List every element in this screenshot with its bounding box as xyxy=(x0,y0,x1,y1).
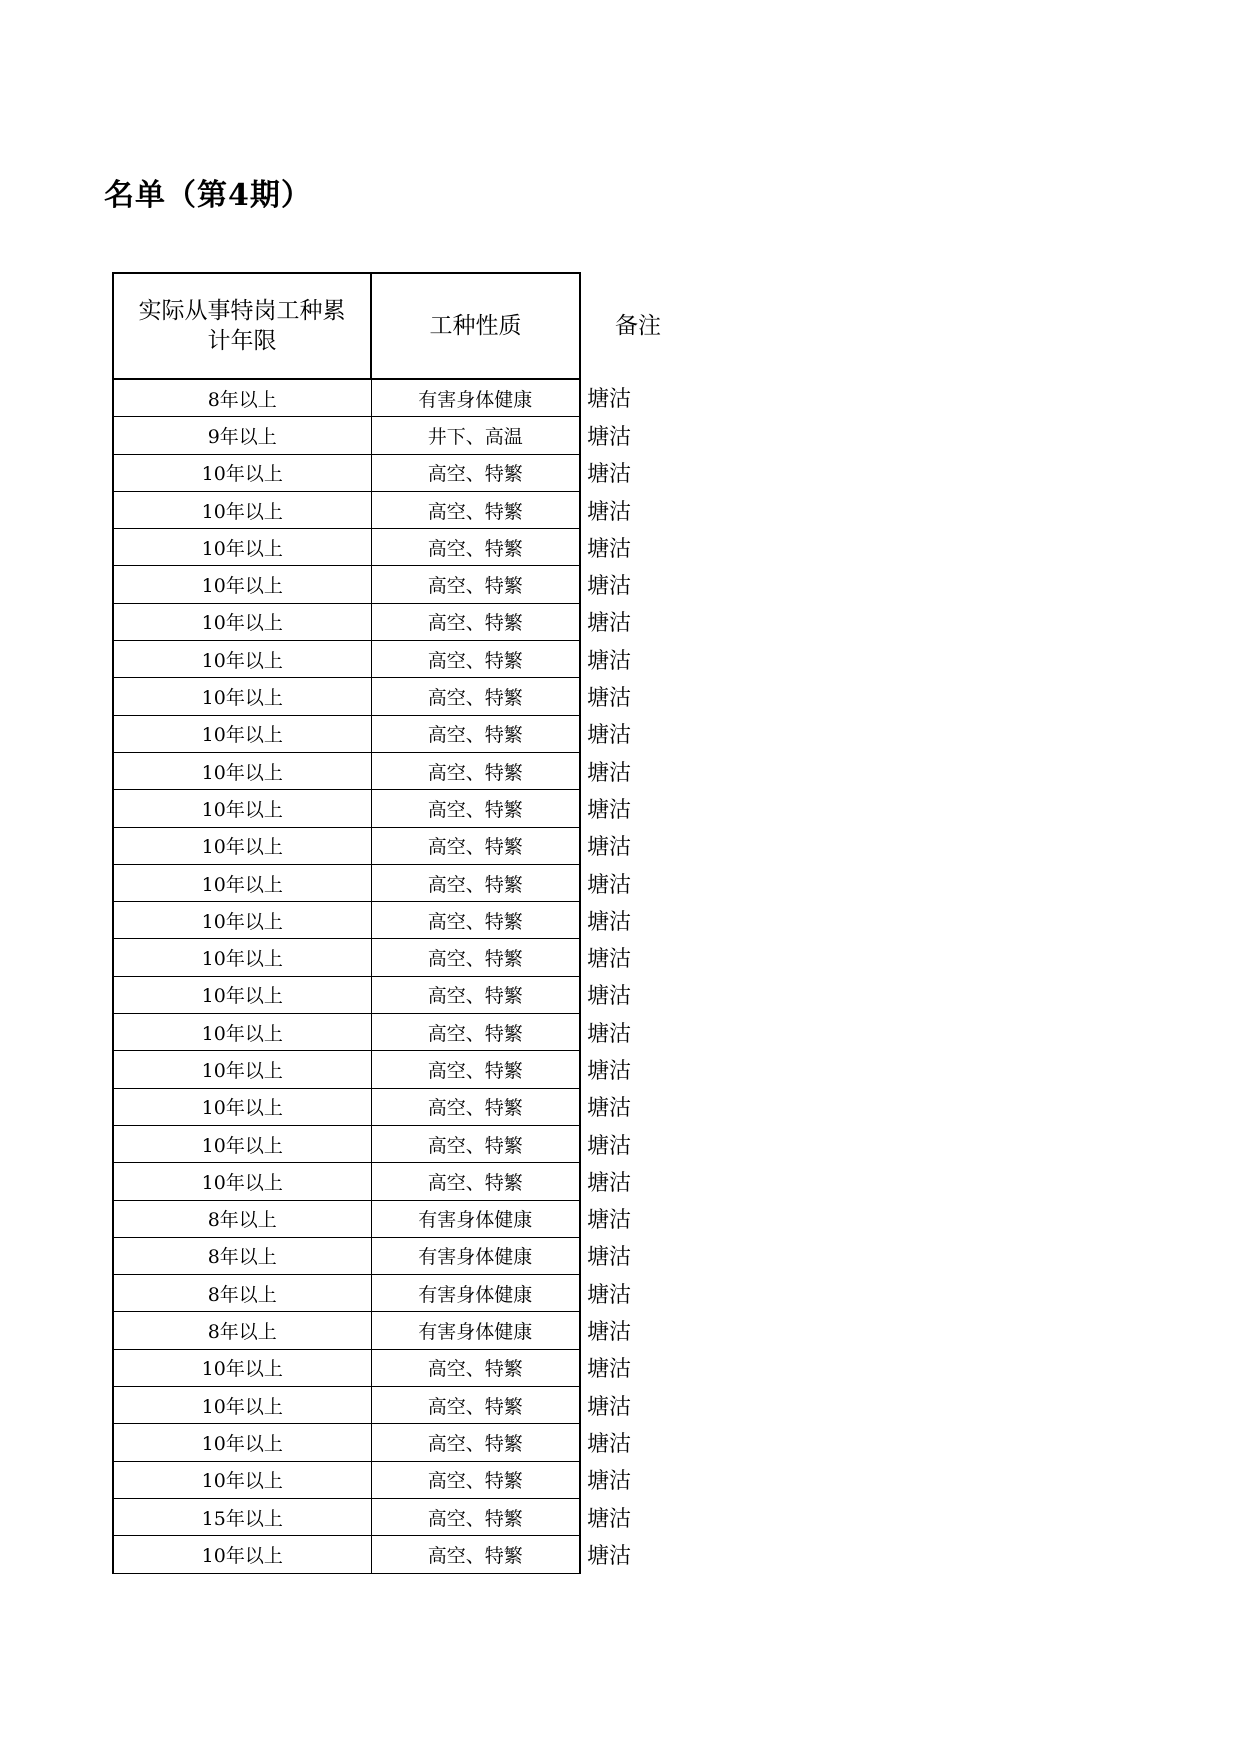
cell-remark: 塘沽 xyxy=(587,424,632,450)
cell-remark: 塘沽 xyxy=(587,574,632,600)
cell-remark: 塘沽 xyxy=(587,1245,632,1271)
table-row xyxy=(113,1088,690,1125)
page-title: 名单（第4期） xyxy=(104,178,312,213)
cell-nature: 高空、特繁 xyxy=(371,715,580,752)
cell-years: 8年以上 xyxy=(113,1275,371,1312)
cell-years: 10年以上 xyxy=(113,939,371,976)
table-row xyxy=(113,1125,690,1162)
cell-nature: 高空、特繁 xyxy=(371,1014,580,1051)
cell-remark: 塘沽 xyxy=(587,760,632,786)
cell-nature: 高空、特繁 xyxy=(371,641,580,678)
cell-years: 10年以上 xyxy=(113,790,371,827)
cell-years: 10年以上 xyxy=(113,1461,371,1498)
cell-remark: 塘沽 xyxy=(587,947,632,973)
cell-nature: 高空、特繁 xyxy=(371,1498,580,1535)
cell-remark: 塘沽 xyxy=(587,984,632,1010)
cell-nature: 高空、特繁 xyxy=(371,1125,580,1162)
table-row xyxy=(113,864,690,901)
cell-remark: 塘沽 xyxy=(587,686,632,712)
cell-nature: 高空、特繁 xyxy=(371,864,580,901)
cell-years: 10年以上 xyxy=(113,976,371,1013)
cell-nature: 高空、特繁 xyxy=(371,678,580,715)
cell-nature: 高空、特繁 xyxy=(371,1088,580,1125)
cell-remark: 塘沽 xyxy=(587,1394,632,1420)
cell-nature: 有害身体健康 xyxy=(371,1200,580,1237)
table-row xyxy=(113,1424,690,1461)
table-row xyxy=(113,379,690,417)
cell-years: 8年以上 xyxy=(113,1312,371,1349)
header-remark: 备注 xyxy=(615,313,661,339)
cell-nature: 高空、特繁 xyxy=(371,1424,580,1461)
cell-nature: 高空、特繁 xyxy=(371,491,580,528)
cell-nature: 高空、特繁 xyxy=(371,1163,580,1200)
cell-nature: 高空、特繁 xyxy=(371,827,580,864)
cell-years: 10年以上 xyxy=(113,1125,371,1162)
cell-nature: 高空、特繁 xyxy=(371,1349,580,1386)
cell-remark: 塘沽 xyxy=(587,872,632,898)
cell-years: 10年以上 xyxy=(113,566,371,603)
table-row xyxy=(113,603,690,640)
cell-nature: 有害身体健康 xyxy=(371,1275,580,1312)
cell-remark: 塘沽 xyxy=(587,536,632,562)
cell-remark: 塘沽 xyxy=(587,1021,632,1047)
cell-nature: 高空、特繁 xyxy=(371,790,580,827)
cell-remark: 塘沽 xyxy=(587,499,632,525)
cell-years: 8年以上 xyxy=(113,1237,371,1274)
cell-years: 10年以上 xyxy=(113,1536,371,1573)
cell-nature: 高空、特繁 xyxy=(371,1387,580,1424)
table-row xyxy=(113,827,690,864)
table-row xyxy=(113,976,690,1013)
cell-remark: 塘沽 xyxy=(587,387,632,413)
cell-years: 10年以上 xyxy=(113,641,371,678)
cell-years: 10年以上 xyxy=(113,529,371,566)
cell-years: 10年以上 xyxy=(113,902,371,939)
cell-years: 10年以上 xyxy=(113,491,371,528)
header-years-line2: 计年限 xyxy=(207,328,277,354)
table-row xyxy=(113,1349,690,1386)
cell-years: 10年以上 xyxy=(113,715,371,752)
table-row xyxy=(113,1498,690,1535)
cell-years: 10年以上 xyxy=(113,1349,371,1386)
cell-remark: 塘沽 xyxy=(587,1096,632,1122)
table-row xyxy=(113,1312,690,1349)
roster-table xyxy=(112,272,691,1574)
table-row xyxy=(113,1275,690,1312)
cell-years: 8年以上 xyxy=(113,1200,371,1237)
cell-nature: 高空、特繁 xyxy=(371,1536,580,1573)
table-row xyxy=(113,939,690,976)
table-row xyxy=(113,417,690,454)
cell-years: 10年以上 xyxy=(113,603,371,640)
cell-years: 10年以上 xyxy=(113,827,371,864)
cell-nature: 高空、特繁 xyxy=(371,976,580,1013)
header-nature: 工种性质 xyxy=(371,273,580,379)
cell-years: 10年以上 xyxy=(113,678,371,715)
cell-remark: 塘沽 xyxy=(587,723,632,749)
table-row xyxy=(113,641,690,678)
cell-nature: 井下、高温 xyxy=(371,417,580,454)
cell-remark: 塘沽 xyxy=(587,1320,632,1346)
cell-nature: 高空、特繁 xyxy=(371,1051,580,1088)
table-row xyxy=(113,566,690,603)
table-row xyxy=(113,678,690,715)
cell-remark: 塘沽 xyxy=(587,835,632,861)
cell-remark: 塘沽 xyxy=(587,1133,632,1159)
cell-years: 10年以上 xyxy=(113,1387,371,1424)
cell-remark: 塘沽 xyxy=(587,462,632,488)
table-row xyxy=(113,454,690,491)
header-years-line1: 实际从事特岗工种累 xyxy=(138,298,346,324)
cell-nature: 有害身体健康 xyxy=(371,1312,580,1349)
cell-years: 10年以上 xyxy=(113,454,371,491)
table-row xyxy=(113,1387,690,1424)
cell-remark: 塘沽 xyxy=(587,1506,632,1532)
table-row xyxy=(113,1051,690,1088)
table-row xyxy=(113,529,690,566)
cell-nature: 高空、特繁 xyxy=(371,603,580,640)
cell-remark: 塘沽 xyxy=(587,797,632,823)
header-row xyxy=(113,273,690,379)
table-header xyxy=(113,273,690,379)
cell-remark: 塘沽 xyxy=(587,1543,632,1569)
cell-years: 10年以上 xyxy=(113,752,371,789)
table-row xyxy=(113,1237,690,1274)
cell-remark: 塘沽 xyxy=(587,648,632,674)
table-row xyxy=(113,752,690,789)
cell-remark: 塘沽 xyxy=(587,909,632,935)
cell-nature: 高空、特繁 xyxy=(371,454,580,491)
cell-years: 10年以上 xyxy=(113,1088,371,1125)
cell-nature: 有害身体健康 xyxy=(371,379,580,417)
table-row xyxy=(113,1163,690,1200)
cell-years: 10年以上 xyxy=(113,1014,371,1051)
table-row xyxy=(113,1461,690,1498)
cell-nature: 高空、特繁 xyxy=(371,566,580,603)
table-row xyxy=(113,715,690,752)
cell-remark: 塘沽 xyxy=(587,1431,632,1457)
cell-nature: 高空、特繁 xyxy=(371,939,580,976)
table-row xyxy=(113,1536,690,1573)
cell-remark: 塘沽 xyxy=(587,1058,632,1084)
table-body xyxy=(113,379,690,1573)
cell-years: 10年以上 xyxy=(113,1424,371,1461)
cell-nature: 高空、特繁 xyxy=(371,752,580,789)
cell-remark: 塘沽 xyxy=(587,1469,632,1495)
cell-remark: 塘沽 xyxy=(587,611,632,637)
cell-years: 15年以上 xyxy=(113,1498,371,1535)
table-row xyxy=(113,1014,690,1051)
cell-remark: 塘沽 xyxy=(587,1208,632,1234)
cell-remark: 塘沽 xyxy=(587,1170,632,1196)
cell-years: 10年以上 xyxy=(113,1051,371,1088)
table-row xyxy=(113,1200,690,1237)
table-row xyxy=(113,491,690,528)
table-row xyxy=(113,790,690,827)
cell-years: 9年以上 xyxy=(113,417,371,454)
header-years xyxy=(113,273,371,379)
cell-remark: 塘沽 xyxy=(587,1282,632,1308)
cell-nature: 有害身体健康 xyxy=(371,1237,580,1274)
cell-years: 10年以上 xyxy=(113,1163,371,1200)
cell-nature: 高空、特繁 xyxy=(371,529,580,566)
cell-years: 8年以上 xyxy=(113,379,371,417)
cell-years: 10年以上 xyxy=(113,864,371,901)
table-row xyxy=(113,902,690,939)
cell-remark: 塘沽 xyxy=(587,1357,632,1383)
cell-nature: 高空、特繁 xyxy=(371,902,580,939)
cell-nature: 高空、特繁 xyxy=(371,1461,580,1498)
